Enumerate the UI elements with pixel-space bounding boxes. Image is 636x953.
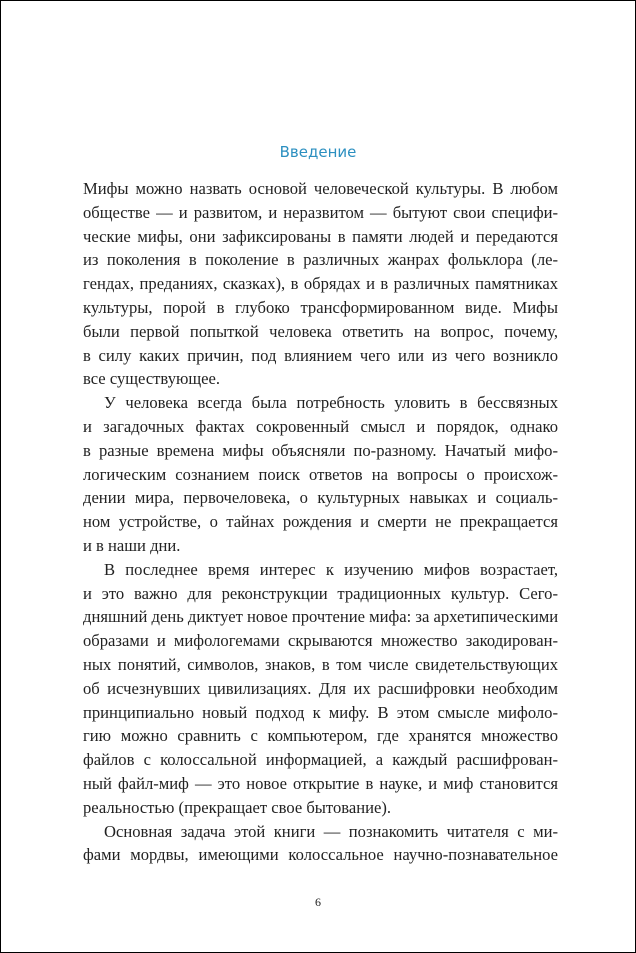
text-line: ном устройстве, о тайнах рождения и смерти не прекращается xyxy=(83,512,558,532)
text-line: Основная задача этой книги — познакомить читателя с ми- xyxy=(104,821,558,841)
text-line: культуры, порой в глубоко трансформированном виде. Мифы xyxy=(83,297,558,317)
text-line: и в наши дни. xyxy=(83,535,181,555)
text-line: У человека всегда была потребность уловить в бессвязных xyxy=(104,393,558,413)
text-line: ных понятий, символов, знаков, в том числе свидетельствующих xyxy=(83,654,558,674)
text-line: ный файл-миф — это новое открытие в науке, и миф становится xyxy=(83,773,558,793)
text-line: Мифы можно назвать основой человеческой культуры. В любом xyxy=(83,179,558,198)
text-line: были первой попыткой человека ответить на вопрос, почему, xyxy=(83,321,558,341)
text-line: ческие мифы, они зафиксированы в памяти людей и передаются xyxy=(83,226,558,246)
text-line: гендах, преданиях, сказках), в обрядах и в различных памятниках xyxy=(83,274,558,294)
chapter-heading: Введение xyxy=(279,143,357,161)
text-line: об исчезнувших цивилизациях. Для их расшифровки необходим xyxy=(83,678,558,698)
text-line: фами мордвы, имеющими колоссальное научно-познавательное xyxy=(83,845,558,865)
text-line: В последнее время интерес к изучению мифов возрастает, xyxy=(104,559,558,579)
text-line: обществе — и развитом, и неразвитом — бытуют свои специфи- xyxy=(83,202,558,222)
text-line: и загадочных фактах сокровенный смысл и порядок, однако xyxy=(83,416,558,436)
text-line: гию можно сравнить с компьютером, где хранятся множество xyxy=(83,726,558,746)
text-line: принципиально новый подход к мифу. В этом смысле мифоло- xyxy=(83,702,558,722)
text-line: и это важно для реконструкции традиционных культур. Сего- xyxy=(83,583,558,603)
text-line: из поколения в поколение в различных жанрах фольклора (ле- xyxy=(83,250,558,270)
text-line: образами и мифологемами скрываются множество закодирован- xyxy=(83,631,558,651)
text-line: в силу каких причин, под влиянием чего или из чего возникло xyxy=(83,345,558,365)
page-number: 6 xyxy=(315,895,321,909)
text-line: логическим сознанием поиск ответов на вопросы о происхож- xyxy=(83,464,558,484)
text-line: дняшний день диктует новое прочтение мифа: за архетипическими xyxy=(83,607,559,627)
text-line: дении мира, первочеловека, о культурных навыках и социаль- xyxy=(83,488,558,508)
text-line: реальностью (прекращает свое бытование). xyxy=(83,797,392,817)
body-text xyxy=(83,177,558,867)
text-line: все существующее. xyxy=(83,369,221,389)
text-line: в разные времена мифы объясняли по-разному. Начатый мифо- xyxy=(83,440,558,460)
text-line: файлов с колоссальной информацией, а каждый расшифрован- xyxy=(83,750,558,770)
